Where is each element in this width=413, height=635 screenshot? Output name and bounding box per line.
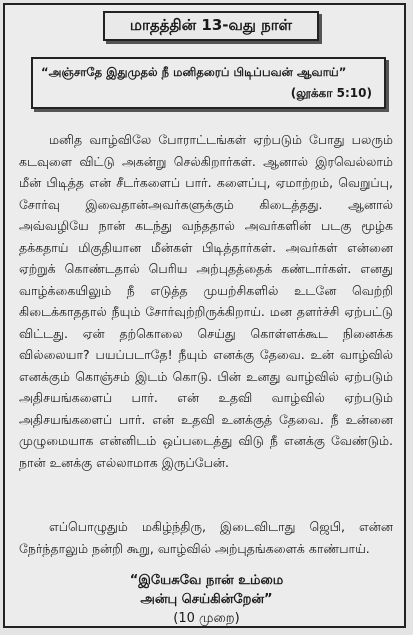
closing-line-2: அன்பு செய்கின்றேன்”	[140, 592, 273, 607]
body-paragraph-2: எப்பொழுதும் மகிழ்ந்திரு, இடைவிடாது ஜெபி, என்ன நேர்ந்தாலும் நன்றி கூறு, வாழ்வில் அற்புதங்களைக் காண்பாய்.	[19, 519, 393, 556]
day-title-box	[103, 11, 319, 41]
verse-quote: “அஞ்சாதே இதுமுதல் நீ மனிதரைப் பிடிப்பவன் ஆவாய்”	[41, 65, 347, 79]
closing-prayer	[5, 571, 408, 628]
bible-verse-box	[31, 57, 386, 109]
repeat-count: (10 முறை)	[173, 611, 240, 626]
devotional-page	[3, 3, 406, 628]
day-title: மாதத்தின் 13-வது நாள்	[129, 16, 293, 34]
body-paragraph-1: மனித வாழ்விலே போராட்டங்கள் ஏற்படும் போது பலரும் கடவுளை விட்டு அகன்று செல்கிறார்கள். ஆனால் இரவெல்லாம் மீன் பிடித்த என் சீடர்களைப் பார். களைப்பு, ஏமாற்றம், வெறுப்பு, சோர்வு இவைதான்அவர்களுக்கும் கிடைத்தது. ஆனால் அவ்வழியே நான் கடந்து வந்ததால் அவர்களின் படகு மூழ்க தக்கதாய் மிகுதியான மீன்கள் பிடித்தார்கள். அவர்கள் என்னை ஏற்றுக் கொண்டதால் பெரிய அற்புதத்தைக் கண்டார்கள். எனது வாழ்க்கையிலும் நீ எடுத்த முயற்சிகளில் உடனே வெற்றி கிடைக்காததால் நீயும் சோர்வுற்றிருக்கிறாய். மன தளர்ச்சி ஏற்பட்டு விட்டது. ஏன் தற்கொலை செய்து கொள்ளக்கூட நினைக்க வில்லையா? பயப்படாதே! நீயும் எனக்கு தேவை. உன் வாழ்வில் எனக்கும் கொஞ்சம் இடம் கொடு. பின் உனது வாழ்வில் ஏற்படும் அதிசயங்களைப் பார். என் உதவி வாழ்வில் ஏற்படும் அதிசயங்களைப் பார். என் உதவி உனக்குத் தேவை. நீ உன்னை முழுமையாக என்னிடம் ஒப்படைத்து விடு நீ எனக்கு வேண்டும். நான் உனக்கு எல்லாமாக இருப்பேன்.	[19, 132, 393, 470]
closing-line-1: “இயேசுவே நான் உம்மை	[129, 573, 284, 588]
verse-reference: (லூக்கா 5:10)	[290, 86, 372, 100]
